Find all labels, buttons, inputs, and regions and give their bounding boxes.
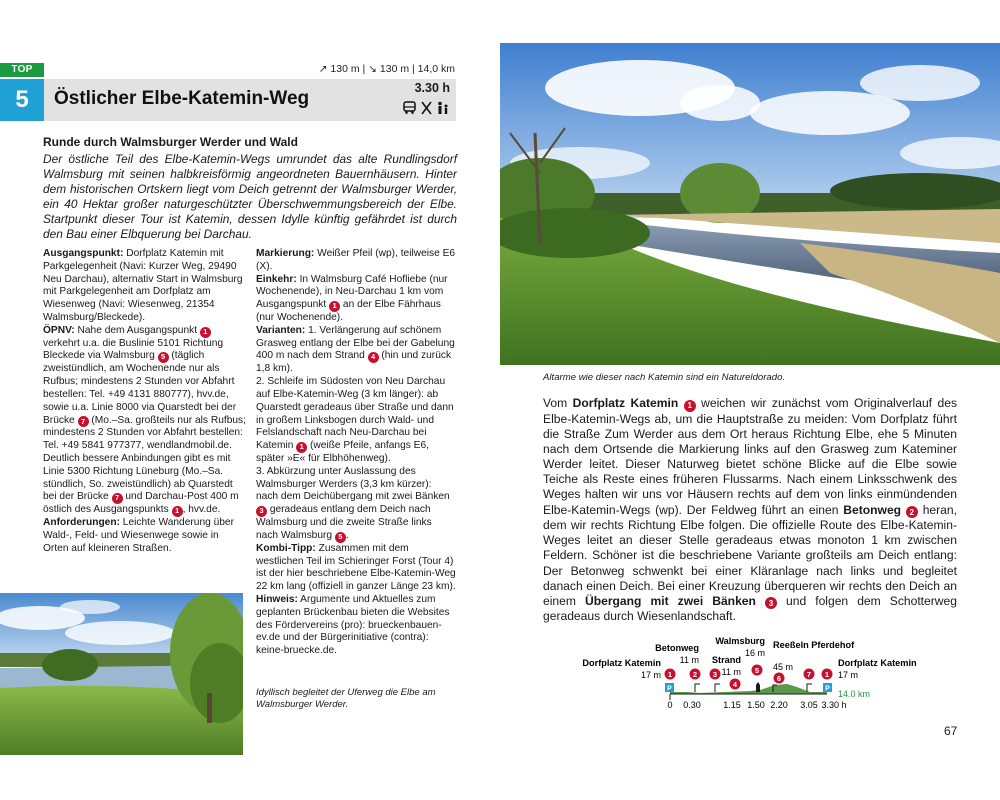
waypoint-marker: 5 [158, 352, 169, 363]
signpost-icon [807, 684, 812, 692]
church-icon [756, 682, 760, 692]
parking-label: P [667, 685, 672, 693]
text-einkehr: an der Elbe Fährhaus (nur Wochenende). [256, 299, 441, 324]
text-oepnv: , hvv.de. [182, 504, 221, 516]
signpost-icon [695, 684, 700, 692]
tour-number: 5 [0, 79, 44, 121]
profile-label-walmsburg: Walmsburg [715, 636, 765, 646]
profile-marker-number: 2 [692, 669, 698, 679]
route-description [543, 396, 957, 625]
profile-time-tick: 1.15 [723, 700, 741, 710]
profile-time-tick: 3.30 h [821, 700, 847, 710]
profile-marker-number: 5 [754, 665, 760, 675]
label-hinweis: Hinweis: [256, 593, 298, 605]
label-oepnv: ÖPNV: [43, 324, 75, 336]
text-varianten: (weiße Pfeile, anfangs E6, später »E« für Elbhöhenweg). [256, 440, 429, 465]
profile-terrain [670, 684, 827, 694]
text-varianten: 1. Verlängerung auf schönem Grasweg entlang der Elbe bei der Gabelung 400 m nach dem Strand [256, 324, 455, 362]
text-oepnv: und Darchau-Post 400 m östlich des Ausgangspunkts [43, 491, 239, 516]
profile-label-strand: Strand [711, 655, 741, 665]
text-oepnv: (Mo.–Sa. großteils nur als Rufbus; mindestens 2 Stunden vor Abfahrt bestellen: Tel. +49 5841 977377, wendlandmobil.de. Deutlich bessere Anbindungen gibt es mit Linie 5300 Richtung Lüneburg (Mo.–Sa. stündlich, So. zweistündlich) ab Quarstedt bei der Brücke [43, 414, 246, 503]
parking-label: P [825, 685, 830, 693]
text-einkehr: In Walmsburg Café Hofliebe (nur Wochenende), in Neu-Darchau 1 km vom Ausgangspunkt [256, 273, 448, 311]
profile-label-betonweg: Betonweg [655, 643, 699, 653]
title-bar [44, 79, 456, 121]
waypoint-marker: 1 [200, 327, 211, 338]
text-varianten: (hin und zurück 1,8 km). [256, 350, 452, 375]
text-kombi: Zusammen mit dem westlichen Teil im Schieringer Forst (Tour 4) ist der hier beschriebene Elbe-Katemin-Weg 22 km lang (offiziell in ganzer Länge 23 km). [256, 542, 456, 593]
text-varianten: 2. Schleife im Südosten von Neu Darchau auf Elbe-Katemin-Weg (3 km länger): ab Quarstedt geradeaus über Straße und dann in großem Linksbogen durch Wald- und Felslandschaft nach Neu-Darchau bei Katemin [256, 376, 454, 452]
waypoint-marker: 7 [78, 416, 89, 427]
profile-marker-number: 6 [776, 673, 782, 683]
text-oepnv: Nahe dem Ausgangspunkt [74, 324, 200, 336]
route-waypoint-name: Dorfplatz Katemin [572, 396, 679, 410]
label-kombi: Kombi-Tipp: [256, 542, 316, 554]
waypoint-marker: 4 [368, 352, 379, 363]
profile-alt-start: 17 m [640, 670, 661, 680]
info-column-left [43, 248, 247, 556]
waypoint-marker: 1 [329, 301, 340, 312]
fork-knife-icon [419, 100, 433, 115]
profile-marker-number: 3 [712, 669, 718, 679]
route-waypoint-name: Betonweg [843, 502, 902, 517]
profile-time-tick: 3.05 [800, 700, 818, 710]
label-anforderungen: Anforderungen: [43, 517, 120, 529]
profile-label-end: Dorfplatz Katemin [838, 658, 917, 668]
route-text: und folgen dem Schotterweg geradeaus durch Wiesenlandschaft. [543, 593, 957, 624]
route-text: Vom [543, 396, 573, 410]
profile-marker-number: 7 [806, 669, 812, 679]
route-waypoint-name: Übergang mit zwei Bänken [584, 593, 756, 608]
profile-alt-walmsburg: 16 m [744, 648, 765, 658]
waypoint-marker: 7 [112, 493, 123, 504]
caption-big: Altarme wie dieser nach Katemin sind ein Natureldorado. [543, 372, 786, 383]
text-oepnv: verkehrt u.a. die Buslinie 5101 Richtung Bleckede via Walmsburg [43, 337, 224, 362]
profile-alt-betonweg: 11 m [679, 655, 699, 665]
profile-marker-number: 1 [667, 669, 673, 679]
profile-time-tick: 0.30 [683, 700, 701, 710]
waypoint-marker: 5 [335, 532, 346, 543]
signpost-icon [715, 684, 720, 692]
waypoint-marker: 1 [296, 442, 307, 453]
page-number: 67 [944, 724, 958, 738]
route-text: heran, dem wir rechts Richtung Elbe folgen. Die offizielle Route des Elbe-Katemin-Weges leitet an dieser Stelle geradeaus etwas monoton 1 km zwischen Feldern. Schöner ist die beschriebene Variante großteils am Deich entlang: Der Betonweg schwenkt bei einer Kläranlage nach links und begleitet danach einen Deich. Bei einer Kreuzung überqueren wir rechts den Deich an einem [543, 502, 957, 608]
profile-time-tick: 1.50 [747, 700, 765, 710]
profile-alt-strand: 11 m [721, 667, 741, 677]
intro-subtitle: Runde durch Walmsburger Werder und Wald [43, 135, 298, 149]
text-varianten: geradeaus entlang dem Deich nach Walmsburg und die zweite Straße links nach Walmsburg [256, 504, 432, 541]
tour-stats: ↗ 130 m | ↘ 130 m | 14,0 km [318, 63, 455, 75]
text-varianten: 3. Abkürzung unter Auslassung des Walmsburger Werders (3,3 km kürzer): nach dem Deichübergang mit zwei Bänken [256, 465, 450, 503]
waypoint-marker: 1 [684, 400, 696, 412]
waypoint-marker: 3 [256, 506, 267, 517]
text-markierung: Weißer Pfeil (wp), teilweise E6 (X). [256, 248, 456, 272]
label-varianten: Varianten: [256, 324, 306, 336]
waypoint-marker: 2 [906, 506, 918, 518]
text-oepnv: (täglich zweistündlich, am Wochenende nur als Rufbus; mindestens 2 Stunden vor Abfahrt bestellen: Tel. +49 4131 880777), hvv.de, sowie u.a. Linie 8000 via Quarstedt bei der Brücke [43, 350, 237, 426]
profile-marker-number: 1 [824, 669, 830, 679]
bus-icon [402, 100, 416, 115]
caption-small: Idyllisch begleitet der Uferweg die Elbe am Walmsburger Werder. [256, 687, 436, 710]
text-hinweis: Argumente und Aktuelles zum geplanten Brückenbau bieten die Websites des Fördervereins (pro): brueckenbauen-ev.de und der Bürgerinitiative (contra): keine-bruecke.de. [256, 593, 450, 657]
elevation-profile [575, 630, 935, 710]
profile-alt-pferdehof: 45 m [773, 662, 794, 672]
profile-time-tick: 2.20 [770, 700, 788, 710]
profile-label-start: Dorfplatz Katemin [582, 658, 661, 668]
label-markierung: Markierung: [256, 248, 315, 259]
waypoint-marker: 3 [765, 597, 777, 609]
tour-icons [402, 100, 450, 115]
profile-label-pferdehof: Reeßeln Pferdehof [773, 640, 855, 650]
waypoint-marker: 1 [172, 506, 183, 517]
profile-alt-end: 17 m [838, 670, 859, 680]
profile-time-tick: 0 [667, 700, 673, 710]
label-einkehr: Einkehr: [256, 273, 297, 285]
profile-distance: 14.0 km [838, 689, 871, 699]
family-icon [436, 100, 450, 115]
tour-title: Östlicher Elbe-Katemin-Weg [54, 88, 310, 109]
photo-elbe-oxbow [500, 43, 1000, 365]
route-text: weichen wir zunächst vom Originalverlauf des Elbe-Katemin-Wegs ab, um die Hauptstraße zu meiden: Vom Dorfplatz führt die Straße Zum Werder aus dem Ort heraus Richtung Elbe, ehe 5 Minuten nach dem Ortsende die Markierung links auf den Grasweg zum Kateminer Werder leitet. Dieser Naturweg bietet schöne Blicke auf die Elbe sowie Teiche als Reste eines früheren Flussarms. Nach einem Linksschwenk des Weges halten wir uns vor Häusern rechts auf dem von links einmündenden Elbe-Katemin-Wegs (wp). Der Feldweg führt an einen [543, 396, 957, 517]
tour-duration: 3.30 h [414, 81, 450, 95]
text-varianten: . [345, 529, 349, 541]
photo-elbe-meadow [0, 593, 243, 755]
intro-text: Der östliche Teil des Elbe-Katemin-Wegs umrundet das alte Rundlingsdorf Walmsburg mit seinen halbkreisförmig angeordneten Bauernhäusern. Hinter dem historischen Ortskern liegt vom Deich getrennt der Walmsburger Werder, ein 40 Hektar großer naturgeschützter Überschwemmungsbereich der Elbe. Startpunkt dieser Tour ist Katemin, dessen Idylle künftig gefährdet ist durch den Bau einer Elbquerung bei Darchau. [43, 152, 457, 241]
profile-marker-number: 4 [732, 679, 738, 689]
top-badge: TOP [0, 63, 44, 77]
text-ausgangspunkt: Dorfplatz Katemin mit Parkgelegenheit (Navi: Kurzer Weg, 29490 Neu Darchau), alternativ Start in Walmsburg mit Parkgelegenheit am Dorfplatz am Wiesenweg (Navi: Wiesenweg, 21354 Walmsburg/Bleckede). [43, 248, 243, 323]
label-ausgangspunkt: Ausgangspunkt: [43, 248, 124, 259]
info-column-right [256, 248, 456, 658]
text-anforderungen: Leichte Wanderung über Wald-, Feld- und Wiesenwege sowie in Orten auf kleineren Straßen. [43, 517, 234, 554]
